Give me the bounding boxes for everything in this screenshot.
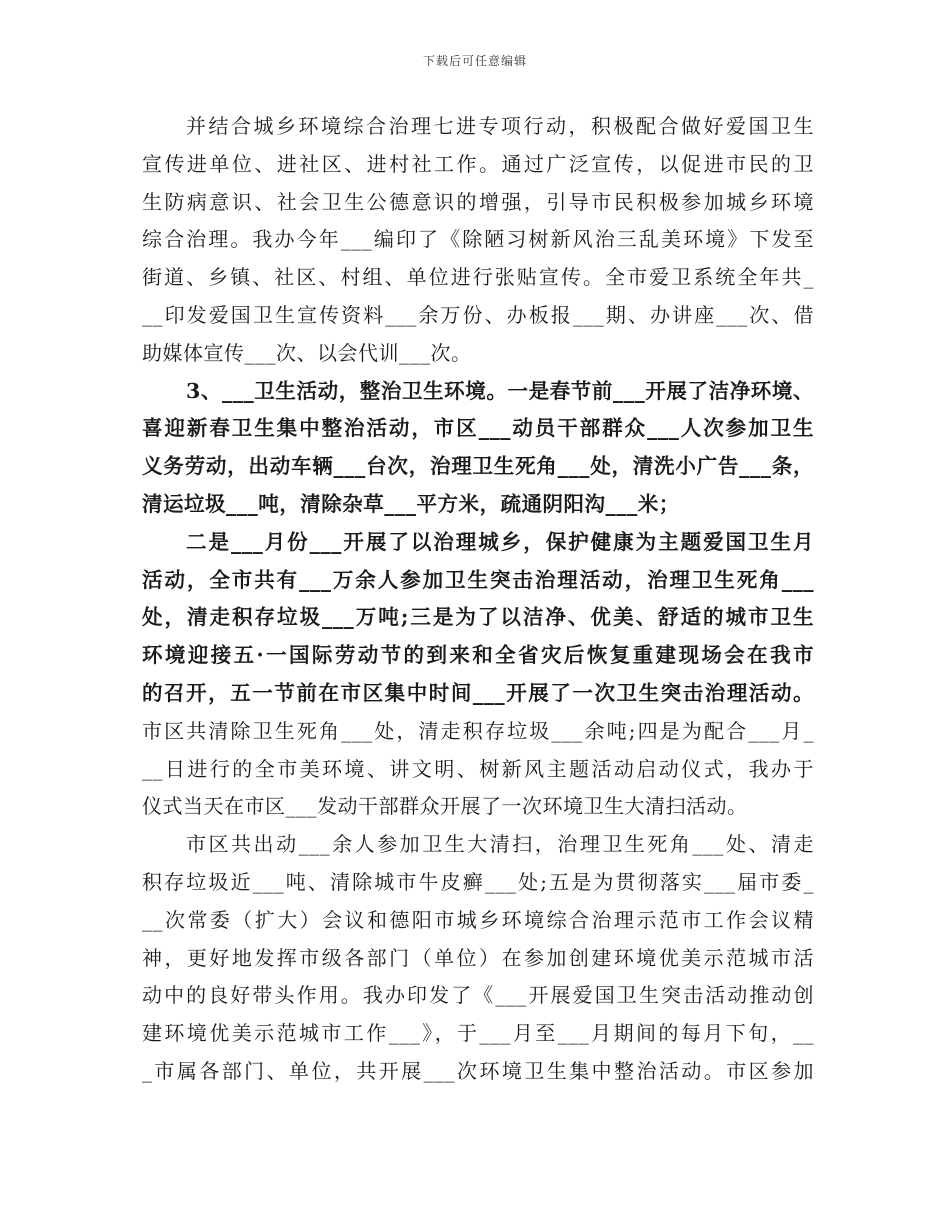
text-line: 助媒体宣传___次、以会代训___次。	[142, 340, 472, 365]
text-line: 宣传进单位、进社区、进村社工作。通过广泛宣传，以促进市民的卫	[142, 151, 814, 176]
text-line: __印发爱国卫生宣传资料___余万份、办板报___期、办讲座___次、借	[142, 302, 814, 327]
page-header: 下载后可任意编辑	[422, 54, 527, 68]
text-line: 市区共清除卫生死角___处，清走积存垃圾___余吨;四是为配合___月_	[142, 718, 814, 743]
text-line: _市属各部门、单位，共开展___次环境卫生集中整治活动。市区参加	[142, 1058, 814, 1083]
text-line: 仪式当天在市区___发动干部群众开展了一次环境卫生大清扫活动。	[142, 794, 748, 819]
text-line: 动中的良好带头作用。我办印发了《___开展爱国卫生突击活动推动创	[142, 983, 814, 1008]
text-line: 市区共出动___余人参加卫生大清扫，治理卫生死角___处、清走	[186, 832, 814, 857]
text-line: 环境迎接五·一国际劳动节的到来和全省灾后恢复重建现场会在我市	[142, 643, 814, 668]
text-line: 喜迎新春卫生集中整治活动，市区___动员干部群众___人次参加卫生	[142, 416, 814, 441]
text-line: 建环境优美示范城市工作___》，于___月至___月期间的每月下旬，__	[142, 1021, 814, 1046]
text-line: 义务劳动，出动车辆___台次，治理卫生死角___处，清洗小广告___条，	[142, 454, 814, 479]
text-line: 二是___月份___开展了以治理城乡，保护健康为主题爱国卫生月	[186, 529, 814, 554]
text-line: __日进行的全市美环境、讲文明、树新风主题活动启动仪式，我办于	[142, 756, 814, 781]
text-line: 街道、乡镇、社区、村组、单位进行张贴宣传。全市爱卫系统全年共_	[142, 265, 814, 290]
text-line: __次常委（扩大）会议和德阳市城乡环境综合治理示范市工作会议精	[142, 907, 814, 932]
text-line: 3、___卫生活动，整治卫生环境。一是春节前___开展了洁净环境、	[186, 378, 814, 403]
text-line: 并结合城乡环境综合治理七进专项行动，积极配合做好爱国卫生	[186, 114, 814, 138]
text-line: 处，清走积存垃圾___万吨;三是为了以洁净、优美、舒适的城市卫生	[142, 605, 814, 630]
text-line: 清运垃圾___吨，清除杂草___平方米，疏通阴阳沟___米；	[142, 491, 680, 516]
text-line: 神，更好地发挥市级各部门（单位）在参加创建环境优美示范城市活	[142, 945, 814, 970]
text-line: 生防病意识、社会卫生公德意识的增强，引导市民积极参加城乡环境	[142, 189, 814, 214]
text-line: 的召开，五一节前在市区集中时间___开展了一次卫生突击治理活动。	[142, 680, 814, 705]
document-body	[142, 108, 814, 1091]
text-line: 积存垃圾近___吨、清除城市牛皮癣___处;五是为贯彻落实___届市委_	[142, 869, 814, 894]
text-line: 综合治理。我办今年___编印了《除陋习树新风治三乱美环境》下发至	[142, 227, 814, 252]
text-line: 活动，全市共有___万余人参加卫生突击治理活动，治理卫生死角___	[142, 567, 814, 592]
